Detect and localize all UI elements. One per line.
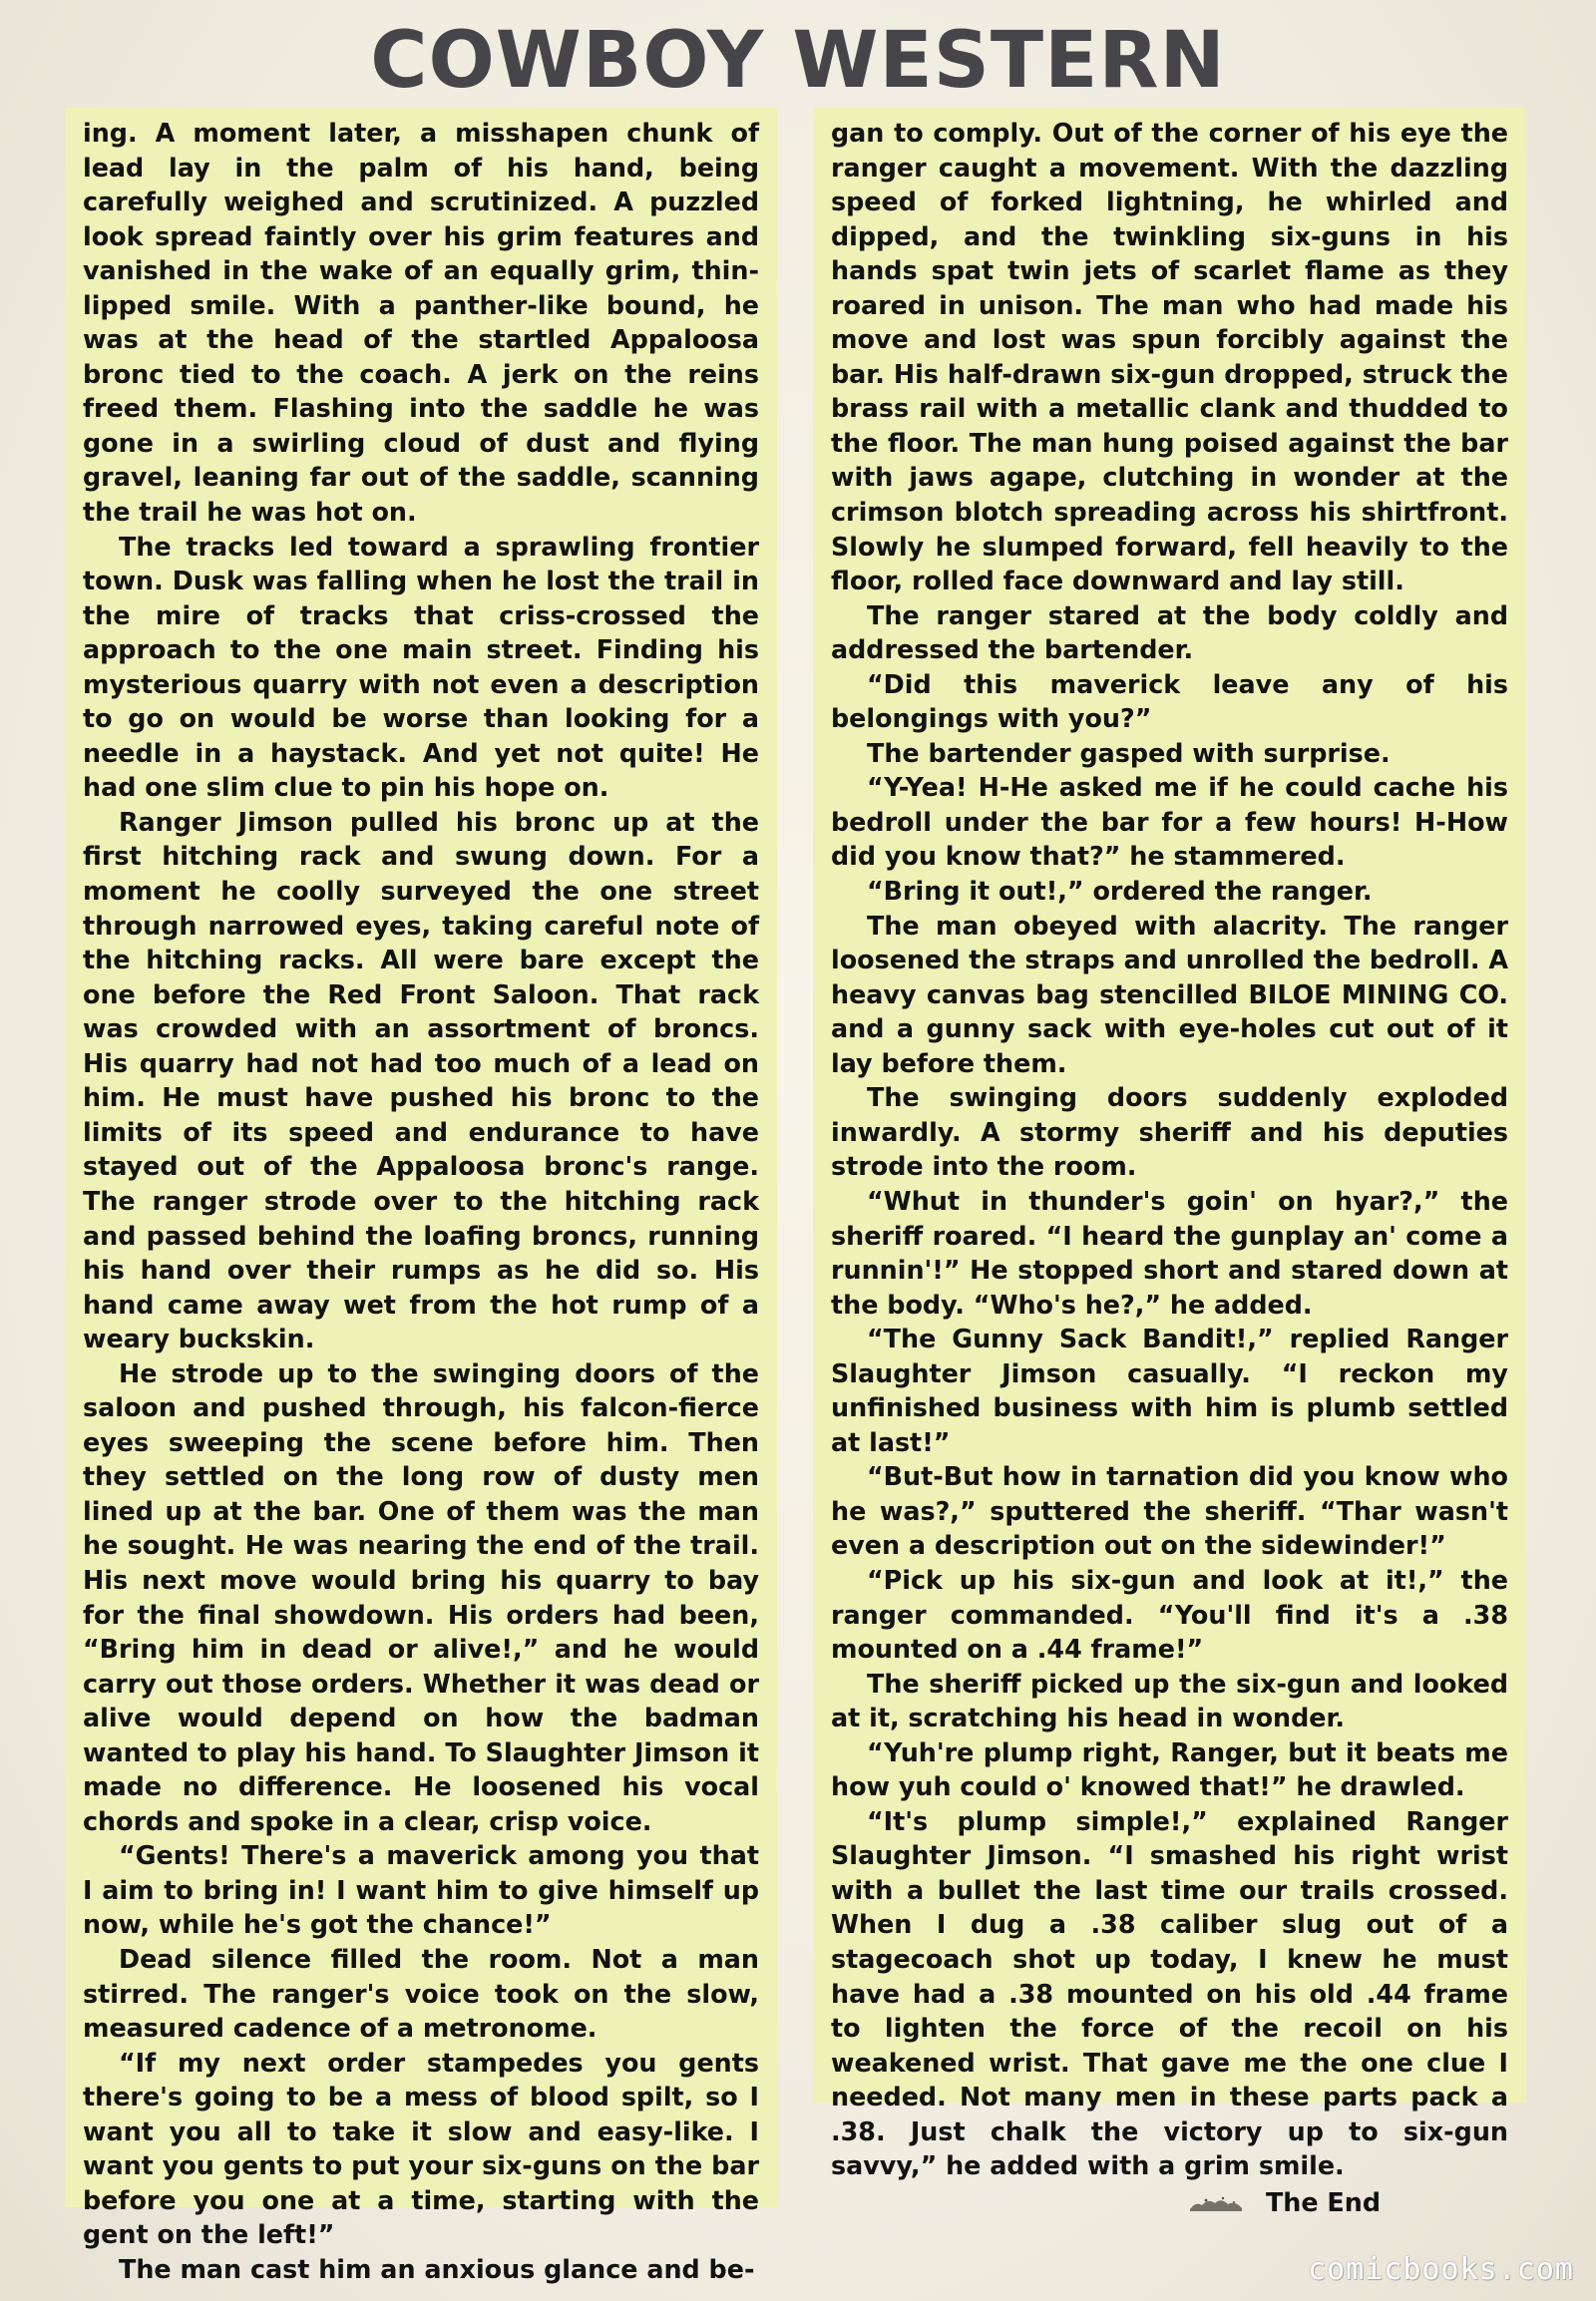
the-end-line <box>831 2185 1508 2220</box>
page-masthead: COWBOY WESTERN <box>370 16 1226 106</box>
story-paragraph: gan to comply. Out of the corner of his eye the ranger caught a movement. With the dazzling speed of forked lightning, he whirled and dipped, and the twinkling six-guns in his hands spat twin jets of scarlet flame as they roared in unison. The man who had made his move and lost was spun forcibly against the bar. His half-drawn six-gun dropped, struck the brass rail with a metallic clank and thudded to the floor. The man hung poised against the bar with jaws agape, clutching in wonder at the crimson blotch spreading across his shirtfront. Slowly he slumped forward, fell heavily to the floor, rolled face downward and lay still. <box>831 118 1508 596</box>
story-paragraph: “Did this maverick leave any of his belongings with you?” <box>831 668 1508 734</box>
story-paragraph: The man obeyed with alacrity. The ranger loosened the straps and unrolled the bedroll. A heavy canvas bag stencilled BILOE MINING CO. and a gunny sack with eye-holes cut out of it lay before them. <box>831 910 1508 1078</box>
story-paragraph: He strode up to the swinging doors of the saloon and pushed through, his falcon-fierce eyes sweeping the scene before him. Then they settled on the long row of dusty men lined up at the bar. One of them was the man he sought. He was nearing the end of the trail. His next move would bring his quarry to bay for the final showdown. His orders had been, “Bring him in dead or alive!,” and he would carry out those orders. Whether it was dead or alive would depend on how the badman wanted to play his hand. To Slaughter Jimson it made no difference. He loosened his vocal chords and spoke in a clear, crisp voice. <box>83 1357 759 1836</box>
story-paragraph: “Whut in thunder's goin' on hyar?,” the sheriff roared. “I heard the gunplay an' come a runnin'!” He stopped short and stared down at the body. “Who's he?,” he added. <box>831 1185 1508 1320</box>
story-paragraph: “It's plump simple!,” explained Ranger Slaughter Jimson. “I smashed his right wrist with a bullet the last time our trails crossed. When I dug a .38 caliber slug out of a stagecoach shot up today, I knew he must have had a .38 mounted on his old .44 frame to lighten the force of the recoil on his weakened wrist. That gave me the one clue I needed. Not many men in these parts pack a .38. Just chalk the victory up to six-gun savvy,” he added with a grim smile. <box>831 1805 1508 2181</box>
story-paragraph: “The Gunny Sack Bandit!,” replied Ranger Slaughter Jimson casually. “I reckon my unfinished business with him is plumb settled at last!” <box>831 1324 1508 1457</box>
text-column-left <box>65 108 777 2284</box>
story-paragraph: “Yuh're plump right, Ranger, but it beats me how yuh could o' knowed that!” he drawled. <box>831 1736 1508 1802</box>
story-paragraph: “Bring it out!,” ordered the ranger. <box>867 876 1373 907</box>
story-paragraph: Ranger Jimson pulled his bronc up at the first hitching rack and swung down. For a moment he coolly surveyed the one street through narrowed eyes, taking careful note of the hitching racks. All were bare except the one before the Red Front Saloon. That rack was crowded with an assortment of broncs. His quarry had not had too much of a lead on him. He must have pushed his bronc to the limits of its speed and endurance to have stayed out of the Appaloosa bronc's range. The ranger strode over to the hitching rack and passed behind the loafing broncs, running his hand over their rumps as he did so. His hand came away wet from the hot rump of a weary buckskin. <box>83 806 759 1354</box>
story-paragraph: The man cast him an anxious glance and be- <box>119 2253 755 2284</box>
text-column-right <box>813 108 1526 2217</box>
story-paragraph: The ranger stared at the body coldly and addressed the bartender. <box>831 599 1508 665</box>
story-paragraph: The tracks led toward a sprawling frontier town. Dusk was falling when he lost the trail in the mire of tracks that criss-crossed the approach to the one main street. Finding his mysterious quarry with not even a description to go on would be worse than looking for a needle in a haystack. And yet not quite! He had one slim clue to pin his hope on. <box>83 531 759 803</box>
story-paragraph: ing. A moment later, a misshapen chunk of lead lay in the palm of his hand, being carefully weighed and scrutinized. A puzzled look spread faintly over his grim features and vanished in the wake of an equally grim, thin-lipped smile. With a panther-like bound, he was at the head of the startled Appaloosa bronc tied to the coach. A jerk on the reins freed them. Flashing into the saddle he was gone in a swirling cloud of dust and flying gravel, leaning far out of the saddle, scanning the trail he was hot on. <box>83 118 759 528</box>
story-paragraph: The bartender gasped with surprise. <box>867 737 1391 768</box>
the-end-text: The End <box>1265 2186 1381 2217</box>
story-paragraph: “If my next order stampedes you gents there's going to be a mess of blood spilt, so I want you all to take it slow and easy-like. I want you gents to put your six-guns on the bar before you one at a time, starting with the gent on the left!” <box>83 2047 759 2250</box>
story-paragraph: “Y-Yea! H-He asked me if he could cache his bedroll under the bar for a few hours! H-How did you know that?” he stammered. <box>831 772 1508 872</box>
story-paragraph: The sheriff picked up the six-gun and looked at it, scratching his head in wonder. <box>831 1668 1508 1733</box>
story-paragraph: “But-But how in tarnation did you know who he was?,” sputtered the sheriff. “Thar wasn't even a description out on the sidewinder!” <box>831 1461 1508 1561</box>
story-paragraph: “Pick up his six-gun and look at it!,” the ranger commanded. “You'll find it's a .38 mounted on a .44 frame!” <box>831 1564 1508 1665</box>
ink-smudge-icon <box>1188 2195 1244 2213</box>
site-watermark: comicbooks.com <box>1308 2252 1574 2287</box>
story-paragraph: Dead silence filled the room. Not a man stirred. The ranger's voice took on the slow, measured cadence of a metronome. <box>83 1943 759 2044</box>
story-paragraph: The swinging doors suddenly exploded inwardly. A stormy sheriff and his deputies strode into the room. <box>831 1082 1508 1182</box>
story-paragraph: “Gents! There's a maverick among you that I aim to bring in! I want him to give himself up now, while he's got the chance!” <box>83 1840 759 1940</box>
